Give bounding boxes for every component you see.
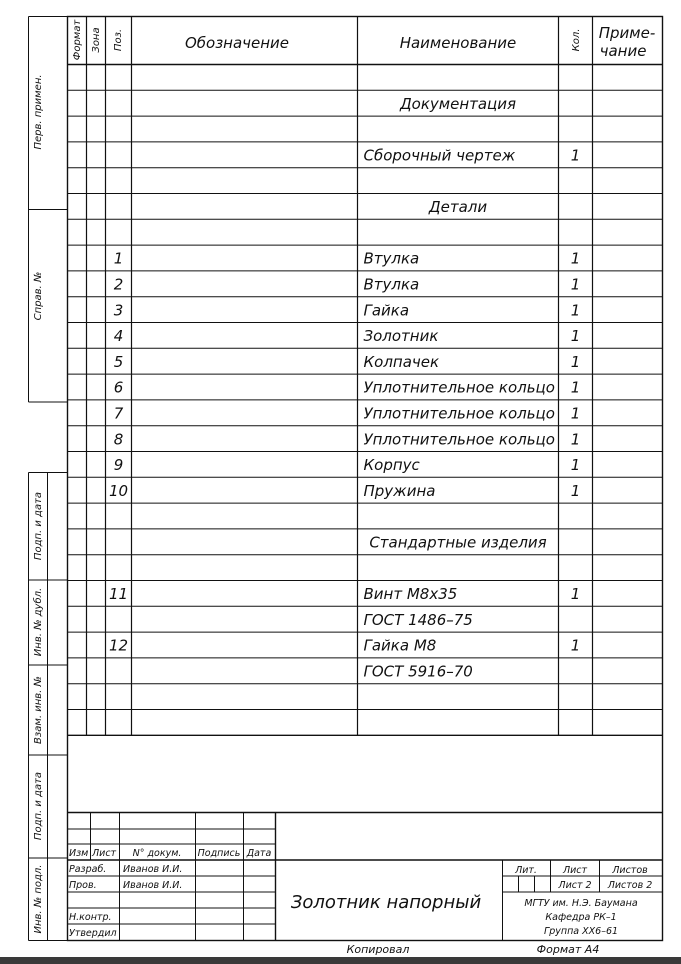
row-position: 7	[113, 404, 124, 423]
row-quantity: 1	[570, 301, 581, 320]
spec-table-rows	[109, 95, 580, 681]
row-section-title: Стандартные изделия	[369, 533, 547, 552]
tb-prov-label: Пров.	[69, 880, 97, 891]
row-name: Втулка	[363, 275, 420, 294]
stamp-podp-data-1: Подп. и дата	[33, 491, 44, 561]
tb-utverdil: Утвердил	[69, 928, 117, 939]
header-poz: Поз.	[113, 28, 124, 52]
table-row	[364, 146, 581, 164]
tb-razrab-name: Иванов И.И.	[123, 864, 183, 875]
tb-prov-name: Иванов И.И.	[123, 880, 183, 891]
row-position: 6	[113, 378, 124, 397]
stamp-perv-primen: Перв. примен.	[33, 74, 44, 150]
row-name: ГОСТ 5916–70	[363, 662, 473, 681]
row-position: 10	[108, 481, 129, 500]
table-row	[114, 275, 581, 293]
row-quantity: 1	[570, 352, 581, 371]
row-quantity: 1	[570, 275, 581, 294]
frame-lines	[29, 17, 663, 941]
header-oboznachenie: Обозначение	[184, 34, 290, 52]
row-name: ГОСТ 1486–75	[363, 610, 473, 629]
row-section-title: Детали	[428, 198, 488, 217]
row-name: Гайка М8	[363, 636, 437, 655]
row-quantity: 1	[570, 327, 581, 346]
row-position: 1	[113, 249, 124, 268]
row-name: Уплотнительное кольцо	[363, 378, 555, 397]
row-position: 3	[113, 301, 124, 320]
row-name: Пружина	[363, 481, 436, 500]
tb-podpis: Подпись	[197, 848, 241, 859]
stamp-inv-dubl: Инв. № дубл.	[33, 587, 44, 657]
row-name: Гайка	[363, 301, 410, 320]
tb-lit-label: Лит.	[515, 865, 537, 876]
row-name: Сборочный чертеж	[363, 146, 516, 165]
table-row	[114, 250, 581, 268]
row-name: Корпус	[363, 456, 420, 475]
table-row	[364, 662, 473, 680]
row-quantity: 1	[570, 378, 581, 397]
row-position: 11	[108, 585, 129, 604]
tb-listov-label: Листов	[612, 865, 648, 876]
column-headers	[72, 19, 655, 61]
stamp-inv-podl: Инв. № подл.	[33, 864, 44, 934]
row-quantity: 1	[570, 249, 581, 268]
table-row	[114, 301, 581, 319]
tb-list-value: Лист 2	[558, 880, 592, 891]
tb-izm: Изм	[69, 848, 89, 859]
header-zona: Зона	[91, 27, 102, 53]
table-row	[114, 430, 581, 448]
tb-list-label: Лист	[562, 865, 588, 876]
table-row	[369, 533, 546, 551]
row-quantity: 1	[570, 430, 581, 449]
tb-n-dokum: N° докум.	[132, 848, 182, 859]
table-row	[114, 404, 581, 422]
tb-listov-value: Листов 2	[607, 880, 653, 891]
row-position: 8	[113, 430, 124, 449]
tb-list: Лист	[92, 848, 117, 859]
header-primechanie-2: чание	[599, 42, 647, 60]
footer-copied: Копировал	[346, 943, 410, 956]
row-quantity: 1	[570, 456, 581, 475]
row-position: 12	[108, 636, 129, 655]
table-row	[109, 637, 580, 655]
header-kol: Кол.	[571, 28, 582, 52]
row-name: Винт М8х35	[363, 585, 458, 604]
table-row	[399, 95, 516, 113]
row-name: Золотник	[363, 327, 439, 346]
stamp-sprav: Справ. №	[33, 271, 44, 321]
row-position: 9	[113, 456, 124, 475]
table-row	[109, 585, 580, 603]
row-name: Колпачек	[363, 352, 440, 371]
table-row	[364, 611, 473, 629]
tb-org-line3: Группа ХХ6–61	[543, 926, 619, 937]
row-quantity: 1	[570, 481, 581, 500]
stamp-podp-data-2: Подп. и дата	[33, 771, 44, 841]
row-name: Уплотнительное кольцо	[363, 404, 555, 423]
tb-document-title: Золотник напорный	[290, 892, 482, 913]
tb-razrab-label: Разраб.	[69, 864, 107, 875]
row-quantity: 1	[570, 146, 581, 165]
row-section-title: Документация	[399, 94, 517, 113]
row-position: 4	[113, 327, 124, 346]
side-stamps	[32, 74, 44, 933]
table-row	[114, 456, 581, 474]
tb-org-line1: МГТУ им. Н.Э. Баумана	[524, 898, 638, 909]
row-quantity: 1	[570, 636, 581, 655]
row-position: 5	[113, 352, 124, 371]
stamp-vzam-inv: Взам. инв. №	[33, 676, 44, 744]
header-format: Формат	[72, 19, 83, 61]
row-name: Уплотнительное кольцо	[363, 430, 555, 449]
table-row	[114, 327, 581, 345]
tb-org-line2: Кафедра РК–1	[545, 912, 617, 923]
header-naimenovanie: Наименование	[399, 34, 517, 52]
tb-n-kontr: Н.контр.	[69, 912, 112, 923]
table-row	[428, 198, 487, 216]
row-quantity: 1	[570, 585, 581, 604]
table-row	[109, 482, 580, 500]
footer-format: Формат А4	[536, 943, 600, 956]
row-quantity: 1	[570, 404, 581, 423]
tb-data: Дата	[246, 848, 272, 859]
row-position: 2	[113, 275, 124, 294]
table-row	[114, 353, 581, 371]
header-primechanie-1: Приме-	[598, 24, 656, 42]
row-name: Втулка	[363, 249, 420, 268]
table-row	[114, 379, 581, 397]
bottom-strip	[0, 957, 681, 964]
title-block	[69, 848, 652, 939]
